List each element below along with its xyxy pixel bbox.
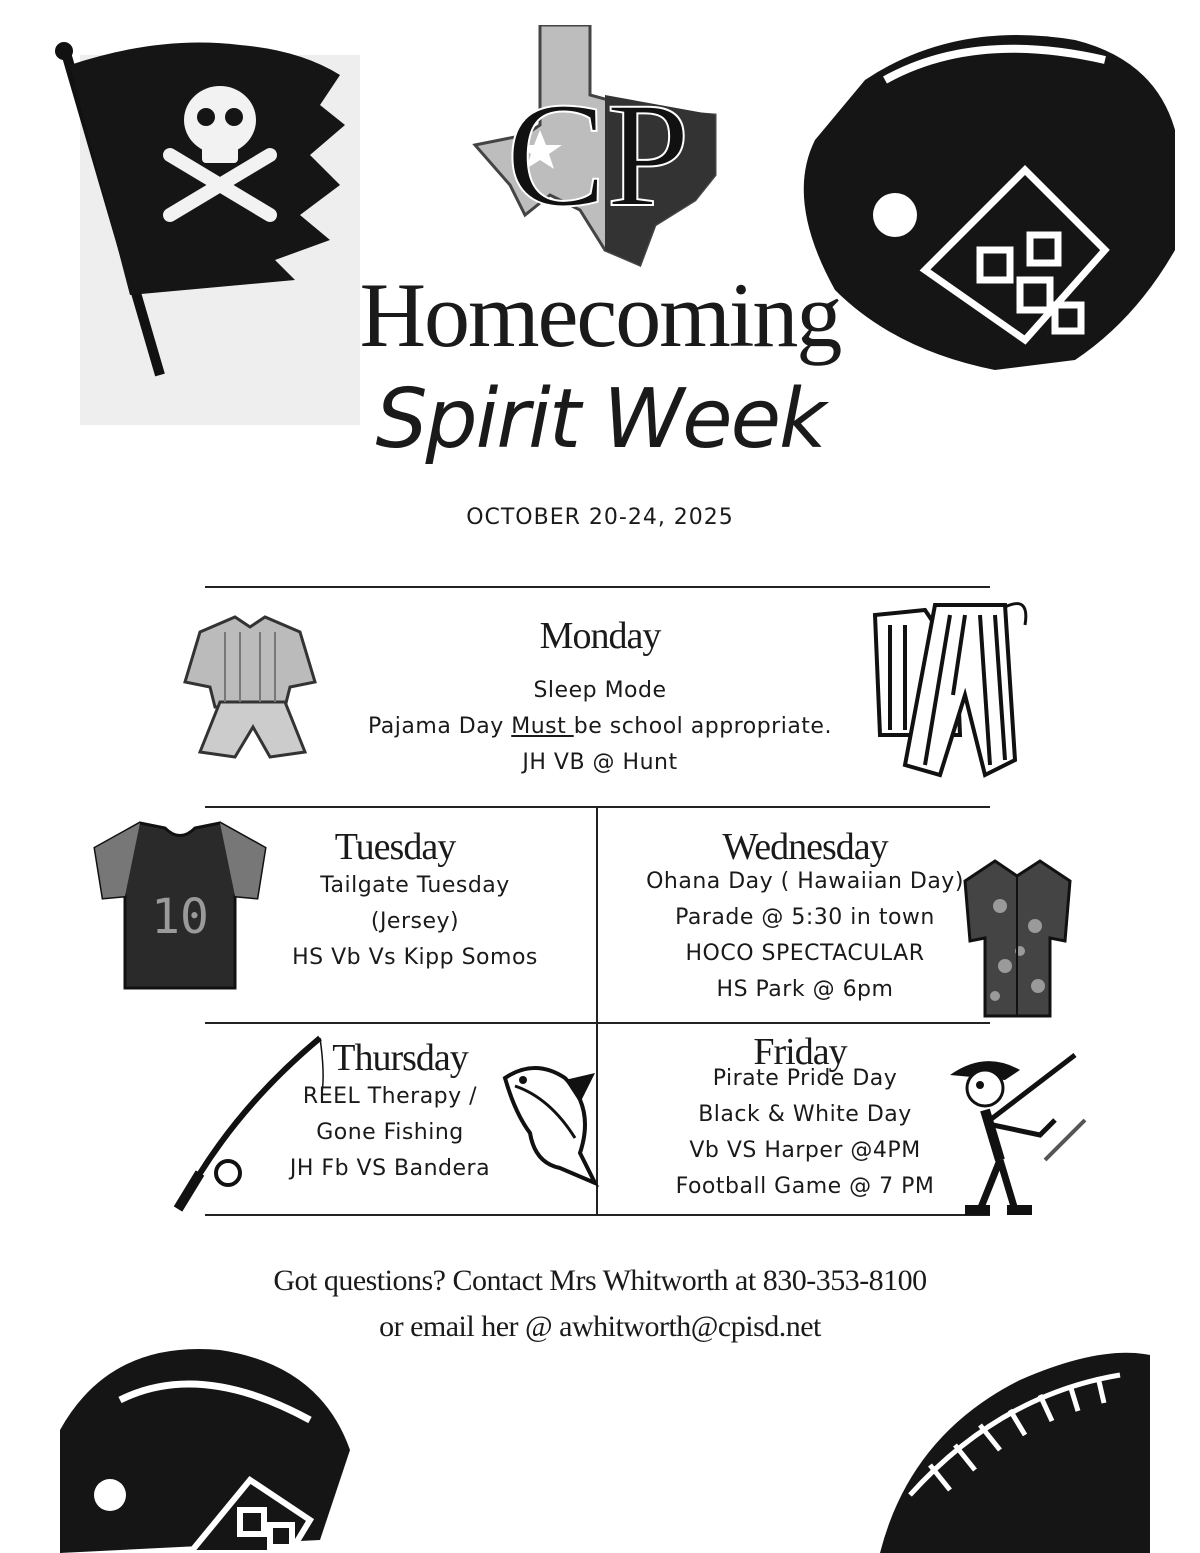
- monday-details-a: Pajama Day: [368, 714, 512, 739]
- friday-line: Vb VS Harper @4PM: [689, 1138, 921, 1163]
- friday-line: Pirate Pride Day: [712, 1066, 898, 1091]
- wednesday-day-heading: Wednesday: [722, 826, 888, 868]
- thursday-line: JH Fb VS Bandera: [289, 1156, 491, 1181]
- monday-details-emphasis: Must: [511, 714, 574, 739]
- monday-day-heading: Monday: [539, 615, 661, 657]
- monday-details-b: be school appropriate.: [573, 714, 832, 739]
- wednesday-line: Ohana Day ( Hawaiian Day): [646, 869, 964, 894]
- friday-line: Football Game @ 7 PM: [675, 1174, 935, 1199]
- wednesday-line: HOCO SPECTACULAR: [685, 941, 925, 966]
- jersey-number: 10: [151, 889, 209, 945]
- monday-theme: Sleep Mode: [533, 678, 667, 703]
- monday-details: [300, 709, 900, 745]
- thursday-line: Gone Fishing: [316, 1120, 464, 1145]
- friday-day-heading: Friday: [753, 1031, 847, 1073]
- contact-email-line: or email her @ awhitworth@cpisd.net: [379, 1310, 821, 1343]
- tuesday-day-heading: Tuesday: [334, 826, 456, 868]
- page-subtitle: Spirit Week: [375, 372, 825, 467]
- bass-fish-icon: [495, 1058, 605, 1193]
- dabbing-pirate-skeleton-icon: [945, 1040, 1090, 1220]
- wednesday-line: HS Park @ 6pm: [716, 977, 894, 1002]
- thursday-day-heading: Thursday: [332, 1037, 468, 1079]
- tuesday-line: (Jersey): [370, 909, 460, 934]
- football-helmet-icon: [50, 1340, 360, 1553]
- event-date: OCTOBER 20-24, 2025: [466, 505, 734, 530]
- friday-line: Black & White Day: [698, 1102, 912, 1127]
- texas-cp-logo: [470, 25, 720, 275]
- contact-line: Got questions? Contact Mrs Whitworth at 830-353-8100: [273, 1264, 927, 1297]
- striped-pajamas-icon: [865, 585, 1045, 785]
- monday-event: JH VB @ Hunt: [522, 750, 678, 775]
- hawaiian-shirt-icon: [960, 856, 1075, 1021]
- football-icon: [870, 1345, 1155, 1553]
- wednesday-line: Parade @ 5:30 in town: [675, 905, 935, 930]
- tuesday-line: Tailgate Tuesday: [320, 873, 510, 898]
- logo-text: CP: [506, 72, 690, 238]
- tuesday-line: HS Vb Vs Kipp Somos: [292, 945, 538, 970]
- page-title: Homecoming: [359, 264, 841, 366]
- thursday-line: REEL Therapy /: [302, 1084, 478, 1109]
